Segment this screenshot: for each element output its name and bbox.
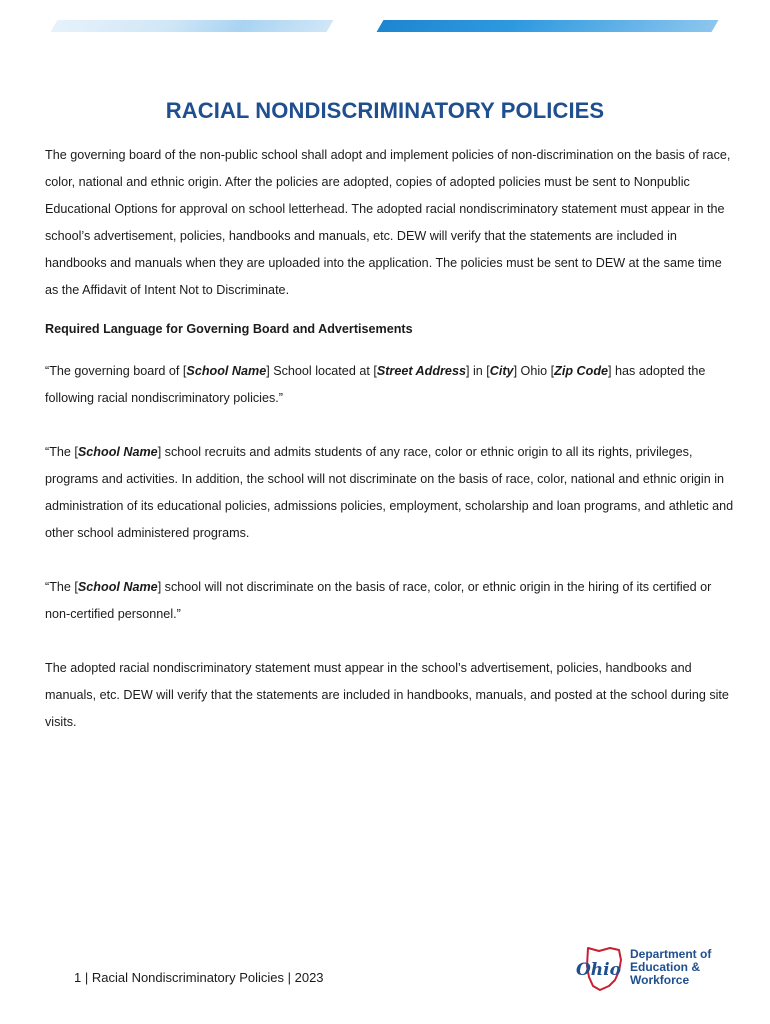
ohio-wordmark: Ohio: [576, 960, 621, 980]
hiring-statement: “The [School Name] school will not discriminate on the basis of race, color, or ethnic origin in the hiring of its certified or non-certified personnel.”: [45, 580, 712, 621]
street-address-placeholder: Street Address: [376, 364, 466, 378]
city-placeholder: City: [489, 364, 514, 378]
ohio-dew-logo: [572, 944, 732, 994]
document-body: [45, 142, 735, 736]
logo-text: Department of Education & Workforce: [630, 947, 712, 987]
zip-code-placeholder: Zip Code: [554, 364, 609, 378]
school-name-placeholder: School Name: [77, 580, 158, 594]
header-band-dark: [377, 20, 719, 32]
admissions-statement: “The [School Name] school recruits and admits students of any race, color or ethnic origin to all its rights, privileges, programs and activities. In addition, the school will not discriminate on the basis of race, color, national and ethnic origin in administration of its educational policies, admissions policies, employment, scholarship and loan programs, and athletic and other school administered programs.: [45, 445, 734, 540]
governing-board-statement: “The governing board of [School Name] School located at [Street Address] in [City] Ohio [Zip Code] has adopted the following racial nondiscriminatory policies.”: [45, 364, 706, 405]
section-heading: Required Language for Governing Board and Advertisements: [45, 322, 413, 336]
closing-paragraph: The adopted racial nondiscriminatory statement must appear in the school’s advertisement, policies, handbooks and manuals, etc. DEW will verify that the statements are included in handbooks, manuals, and posted at the school during site visits.: [45, 661, 729, 729]
header-band-light: [51, 20, 178, 32]
page-title: RACIAL NONDISCRIMINATORY POLICIES: [165, 98, 605, 123]
ohio-state-outline-icon: [572, 944, 630, 994]
page-footer: 1 | Racial Nondiscriminatory Policies | 2023: [74, 970, 324, 985]
school-name-placeholder: School Name: [186, 364, 267, 378]
intro-paragraph: The governing board of the non-public school shall adopt and implement policies of non-discrimination on the basis of race, color, national and ethnic origin. After the policies are adopted, copies of adopted policies must be sent to Nonpublic Educational Options for approval on school letterhead. The adopted racial nondiscriminatory statement must appear in the school’s advertisement, policies, handbooks and manuals, etc. DEW will verify that the statements are included in handbooks and manuals when they are uploaded into the application. The policies must be sent to DEW at the same time as the Affidavit of Intent Not to Discriminate.: [45, 148, 731, 297]
school-name-placeholder: School Name: [77, 445, 158, 459]
header-band-mid: [167, 20, 334, 32]
